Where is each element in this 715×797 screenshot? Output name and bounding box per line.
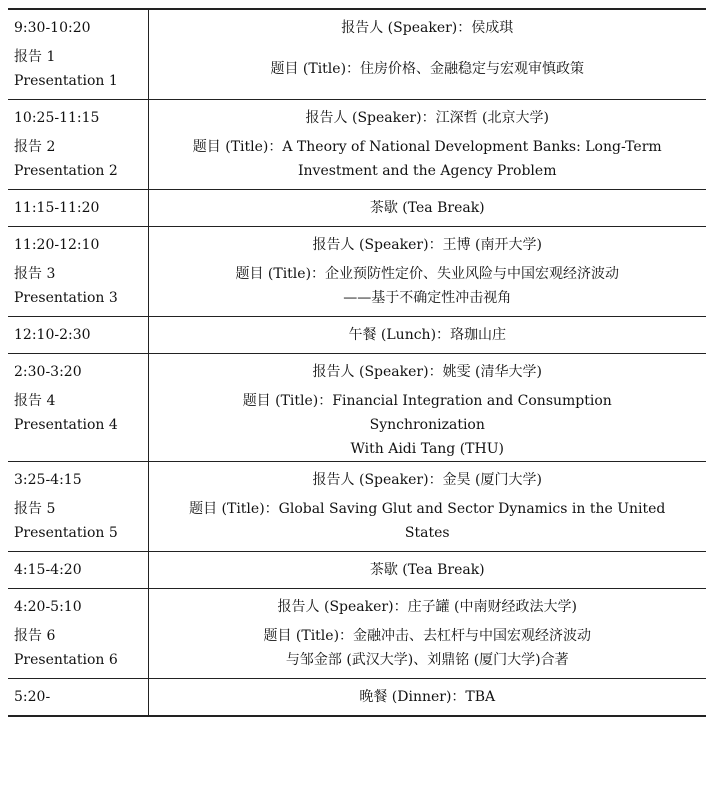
title-line: Synchronization (369, 417, 485, 433)
presentation-label-en: Presentation 3 (14, 290, 118, 306)
presentation-label-cn: 报告 4 (14, 393, 56, 409)
time-cell (8, 100, 148, 131)
session-time: 4:20-5:10 (14, 599, 82, 615)
break-label: 晚餐 (Dinner)：TBA (359, 689, 496, 705)
time-cell (8, 354, 148, 385)
time-cell (8, 589, 148, 620)
presentation-label-cn: 报告 2 (14, 139, 56, 155)
time-cell (8, 190, 148, 227)
title-cell (148, 619, 706, 679)
spacer (159, 40, 697, 45)
title-line: 题目 (Title)：住房价格、金融稳定与宏观审慎政策 (270, 61, 585, 77)
break-cell (148, 679, 706, 717)
title-line: 题目 (Title)：金融冲击、去杠杆与中国宏观经济波动 (263, 628, 592, 644)
schedule-detail-row (8, 619, 706, 679)
title-line: 题目 (Title)：企业预防性定价、失业风险与中国宏观经济波动 (235, 266, 620, 282)
time-cell (8, 552, 148, 589)
presentation-label-en: Presentation 2 (14, 163, 118, 179)
label-cell (8, 257, 148, 317)
time-cell (8, 679, 148, 717)
title-line: 题目 (Title)：Global Saving Glut and Sector Dynamics in the United (189, 501, 666, 517)
title-cell (148, 257, 706, 317)
schedule-detail-row (8, 384, 706, 462)
schedule-time-row (8, 354, 706, 385)
break-cell (148, 317, 706, 354)
label-cell (8, 40, 148, 100)
speaker-cell (148, 227, 706, 258)
speaker-cell (148, 9, 706, 40)
session-time: 2:30-3:20 (14, 364, 82, 380)
presentation-label-cn: 报告 6 (14, 628, 56, 644)
title-line: 题目 (Title)：A Theory of National Development Banks: Long-Term (192, 139, 662, 155)
schedule-detail-row (8, 257, 706, 317)
session-time: 9:30-10:20 (14, 20, 91, 36)
time-cell (8, 227, 148, 258)
presentation-label-en: Presentation 6 (14, 652, 118, 668)
schedule-break-row (8, 552, 706, 589)
label-cell (8, 130, 148, 190)
label-cell (8, 384, 148, 462)
session-time: 11:15-11:20 (14, 200, 100, 216)
schedule-detail-row (8, 130, 706, 190)
speaker-line: 报告人 (Speaker)：金昊 (厦门大学) (312, 472, 542, 488)
break-label: 茶歇 (Tea Break) (369, 200, 485, 216)
schedule-time-row (8, 100, 706, 131)
title-cell (148, 130, 706, 190)
title-line: States (404, 525, 450, 541)
speaker-cell (148, 354, 706, 385)
title-cell (148, 40, 706, 100)
break-cell (148, 190, 706, 227)
speaker-cell (148, 100, 706, 131)
speaker-line: 报告人 (Speaker)：王博 (南开大学) (312, 237, 542, 253)
presentation-label-cn: 报告 1 (14, 49, 56, 65)
break-label: 茶歇 (Tea Break) (369, 562, 485, 578)
presentation-label-en: Presentation 1 (14, 73, 118, 89)
time-cell (8, 317, 148, 354)
label-cell (8, 492, 148, 552)
presentation-label-en: Presentation 4 (14, 417, 118, 433)
schedule-body (8, 9, 706, 716)
time-cell (8, 9, 148, 40)
session-time: 11:20-12:10 (14, 237, 100, 253)
schedule-time-row (8, 9, 706, 40)
schedule-time-row (8, 227, 706, 258)
schedule-table (8, 8, 706, 717)
presentation-label-cn: 报告 3 (14, 266, 56, 282)
title-line: 题目 (Title)：Financial Integration and Consumption (242, 393, 612, 409)
title-line: Investment and the Agency Problem (298, 163, 557, 179)
schedule-break-row (8, 190, 706, 227)
break-cell (148, 552, 706, 589)
schedule-time-row (8, 462, 706, 493)
break-label: 午餐 (Lunch)：珞珈山庄 (348, 327, 507, 343)
session-time: 4:15-4:20 (14, 562, 82, 578)
schedule-break-row (8, 317, 706, 354)
speaker-line: 报告人 (Speaker)：江深哲 (北京大学) (305, 110, 549, 126)
title-line: With Aidi Tang (THU) (350, 441, 504, 457)
session-time: 3:25-4:15 (14, 472, 82, 488)
presentation-label-cn: 报告 5 (14, 501, 56, 517)
schedule-detail-row (8, 40, 706, 100)
title-line: ——基于不确定性冲击视角 (343, 290, 512, 306)
label-cell (8, 619, 148, 679)
speaker-line: 报告人 (Speaker)：侯成琪 (341, 20, 514, 36)
title-line: 与邹金部 (武汉大学)、刘鼎铭 (厦门大学)合著 (285, 652, 569, 668)
schedule-time-row (8, 589, 706, 620)
schedule-break-row (8, 679, 706, 717)
speaker-line: 报告人 (Speaker)：庄子罐 (中南财经政法大学) (277, 599, 577, 615)
title-cell (148, 384, 706, 462)
speaker-cell (148, 462, 706, 493)
speaker-line: 报告人 (Speaker)：姚雯 (清华大学) (312, 364, 542, 380)
time-cell (8, 462, 148, 493)
title-cell (148, 492, 706, 552)
session-time: 5:20- (14, 689, 51, 705)
session-time: 10:25-11:15 (14, 110, 100, 126)
speaker-cell (148, 589, 706, 620)
presentation-label-en: Presentation 5 (14, 525, 118, 541)
schedule-detail-row (8, 492, 706, 552)
session-time: 12:10-2:30 (14, 327, 91, 343)
